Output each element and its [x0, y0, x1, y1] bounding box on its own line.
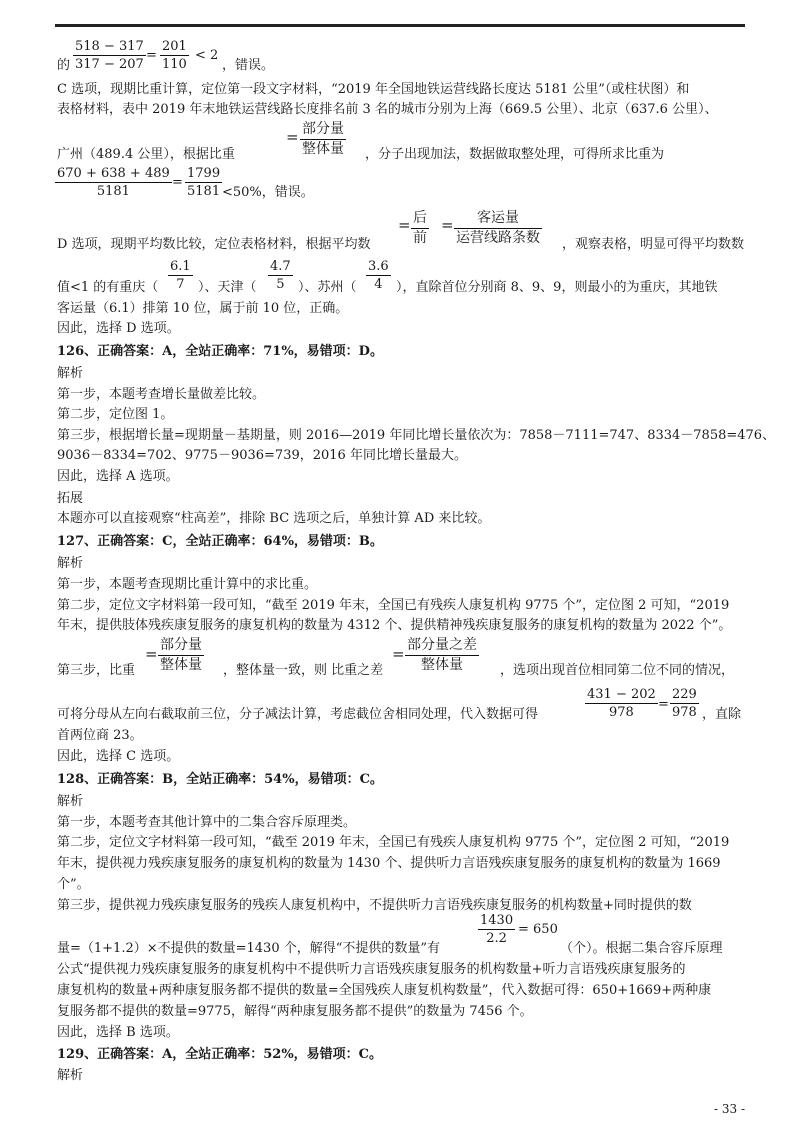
text-line: ）、天津（	[198, 280, 257, 295]
text-line: 第二步，定位文字材料第一段可知，“截至 2019 年末，全国已有残疾人康复机构 9775 个”，定位图 2 可知，“2019	[57, 835, 730, 850]
text-line: 第一步，本题考查其他计算中的二集合容斥原理类。	[57, 815, 357, 830]
equals-sign: =	[392, 645, 405, 663]
text-line: ，选项出现首位相同第二位不同的情况，	[500, 663, 735, 678]
text-line: 因此，选择 A 选项。	[57, 469, 179, 484]
text-line: ，分子出现加法，数据做取整处理，可得所求比重为	[365, 147, 665, 162]
text-line: 首两位商 23。	[57, 728, 143, 743]
text-line: C 选项，现期比重计算，定位第一段文字材料，“2019 年全国地铁运营线路长度达 5181 公里”（或柱状图）和	[57, 82, 690, 97]
text-line: 个”。	[57, 877, 90, 892]
equals-sign: =	[441, 216, 454, 234]
text-line: 第三步，根据增长量=现期量－基期量，则 2016—2019 年同比增长量依次为：7858－7111=747、8334－7858=476、	[57, 428, 776, 443]
fraction: $\frac{4.7}{5}$	[270, 259, 291, 292]
text-line: 公式“提供视力残疾康复服务的康复机构中不提供听力言语残疾康复服务的机构数量+听力言语残疾康复服务的	[57, 962, 686, 977]
text-line: 本题亦可以直接观察“柱高差”，排除 BC 选项之后，单独计算 AD 来比较。	[57, 511, 491, 526]
text-line: 第二步，定位文字材料第一段可知，“截至 2019 年末，全国已有残疾人康复机构 9775 个”，定位图 2 可知，“2019	[57, 598, 730, 613]
equals-sign: =	[286, 128, 299, 146]
text-line: <50%，错误。	[222, 185, 314, 200]
text-line: ，错误。	[222, 58, 275, 73]
equals-sign: =	[145, 645, 158, 663]
section-label: 解析	[57, 366, 84, 381]
fraction: $\frac{6.1}{7}$	[170, 259, 191, 292]
text-line: 广州（489.4 公里），根据比重	[57, 147, 235, 162]
text-line: 表格材料，表中 2019 年末地铁运营线路长度排名前 3 名的城市分别为上海（669.5 公里）、北京（637.6 公里）、	[57, 102, 718, 117]
section-label: 拓展	[57, 491, 84, 506]
equals-sign: =	[172, 175, 183, 190]
answer-header: 127、正确答案：C，全站正确率：64%，易错项：B。	[57, 534, 383, 549]
text-line: ，观察表格，明显可得平均数数	[562, 237, 745, 252]
answer-header: 126、正确答案：A，全站正确率：71%，易错项：D。	[57, 344, 383, 359]
text-line: ，整体量一致，则 比重之差	[223, 663, 384, 678]
equals-result: = 650	[518, 922, 558, 937]
text-line: ，直除	[702, 707, 742, 722]
text-line: 年末，提供肢体残疾康复服务的康复机构的数量为 4312 个、提供精神残疾康复服务的康复机构的数量为 2022 个”。	[57, 618, 732, 633]
fraction: 后 前	[413, 210, 427, 246]
fraction: $\frac{201}{110}$	[162, 39, 187, 72]
text-line: 第三步，比重	[57, 663, 136, 678]
equals-sign: =	[658, 697, 669, 712]
text-line: 可将分母从左向右截取前三位，分子减法计算，考虑截位舍相同处理，代入数据可得	[57, 707, 539, 722]
fraction: 部分量之差 整体量	[407, 637, 477, 673]
page-number: - 33 -	[713, 1102, 745, 1116]
fraction: 部分量 整体量	[160, 637, 202, 673]
text-line: ），直除首位分别商 8、9、9，则最小的为重庆，其地铁	[396, 280, 718, 295]
fraction: $\frac{3.6}{4}$	[368, 259, 389, 292]
fraction: $\frac{1799}{5181}$	[187, 166, 221, 199]
equals-sign: =	[146, 48, 157, 63]
text-line: D 选项，现期平均数比较，定位表格材料，根据平均数	[57, 237, 371, 252]
fraction: $\frac{229}{978}$	[672, 687, 697, 720]
text-line: ）、苏州（	[298, 280, 357, 295]
text-line: 第二步，定位图 1。	[57, 407, 174, 422]
section-label: 解析	[57, 1068, 84, 1083]
text-line: 康复机构的数量+两种康复服务都不提供的数量=全国残疾人康复机构数量”，代入数据可得：650+1669+两种康	[57, 983, 712, 998]
text-line: 量=（1+1.2）×不提供的数量=1430 个，解得“不提供的数量”有	[57, 941, 441, 956]
answer-header: 128、正确答案：B，全站正确率：54%，易错项：C。	[57, 772, 383, 787]
section-label: 解析	[57, 556, 84, 571]
text-line: 第三步，提供视力残疾康复服务的残疾人康复机构中，不提供听力言语残疾康复服务的机构数量+同时提供的数	[57, 898, 692, 913]
fraction: 部分量 整体量	[302, 121, 344, 157]
equals-sign: =	[398, 216, 411, 234]
answer-header: 129、正确答案：A，全站正确率：52%，易错项：C。	[57, 1047, 383, 1062]
fraction: 客运量 运营线路条数	[456, 210, 540, 246]
text-line: 9036－8334=702、9775－9036=739，2016 年同比增长量最大。	[57, 448, 467, 463]
text-line: 第一步，本题考查增长量做差比较。	[57, 387, 266, 402]
text-line: （个）。根据二集合容斥原理	[560, 941, 723, 956]
text-line: 复服务都不提供的数量=9775，解得“两种康复服务都不提供”的数量为 7456 个。	[57, 1004, 533, 1019]
fraction: $\frac{1430}{2.2}$	[480, 913, 514, 946]
text-line: 因此，选择 C 选项。	[57, 749, 180, 764]
section-label: 解析	[57, 794, 84, 809]
header-rule	[55, 24, 745, 27]
comparison: < 2	[195, 48, 219, 63]
text-line: 年末，提供视力残疾康复服务的康复机构的数量为 1430 个、提供听力言语残疾康复服务的康复机构的数量为 1669	[57, 856, 721, 871]
text-line: 值<1 的有重庆（	[57, 280, 159, 295]
text-line: 因此，选择 D 选项。	[57, 321, 180, 336]
fraction: $\frac{518 - 317}{317 - 207}$	[75, 39, 144, 72]
text-line: 客运量（6.1）排第 10 位，属于前 10 位，正确。	[57, 301, 349, 316]
text-line: 的	[57, 58, 71, 73]
text-line: 第一步，本题考查现期比重计算中的求比重。	[57, 577, 318, 592]
fraction: $\frac{431 - 202}{978}$	[587, 687, 656, 720]
text-line: 因此，选择 B 选项。	[57, 1025, 179, 1040]
fraction: $\frac{670 + 638 + 489}{5181}$	[57, 166, 170, 199]
